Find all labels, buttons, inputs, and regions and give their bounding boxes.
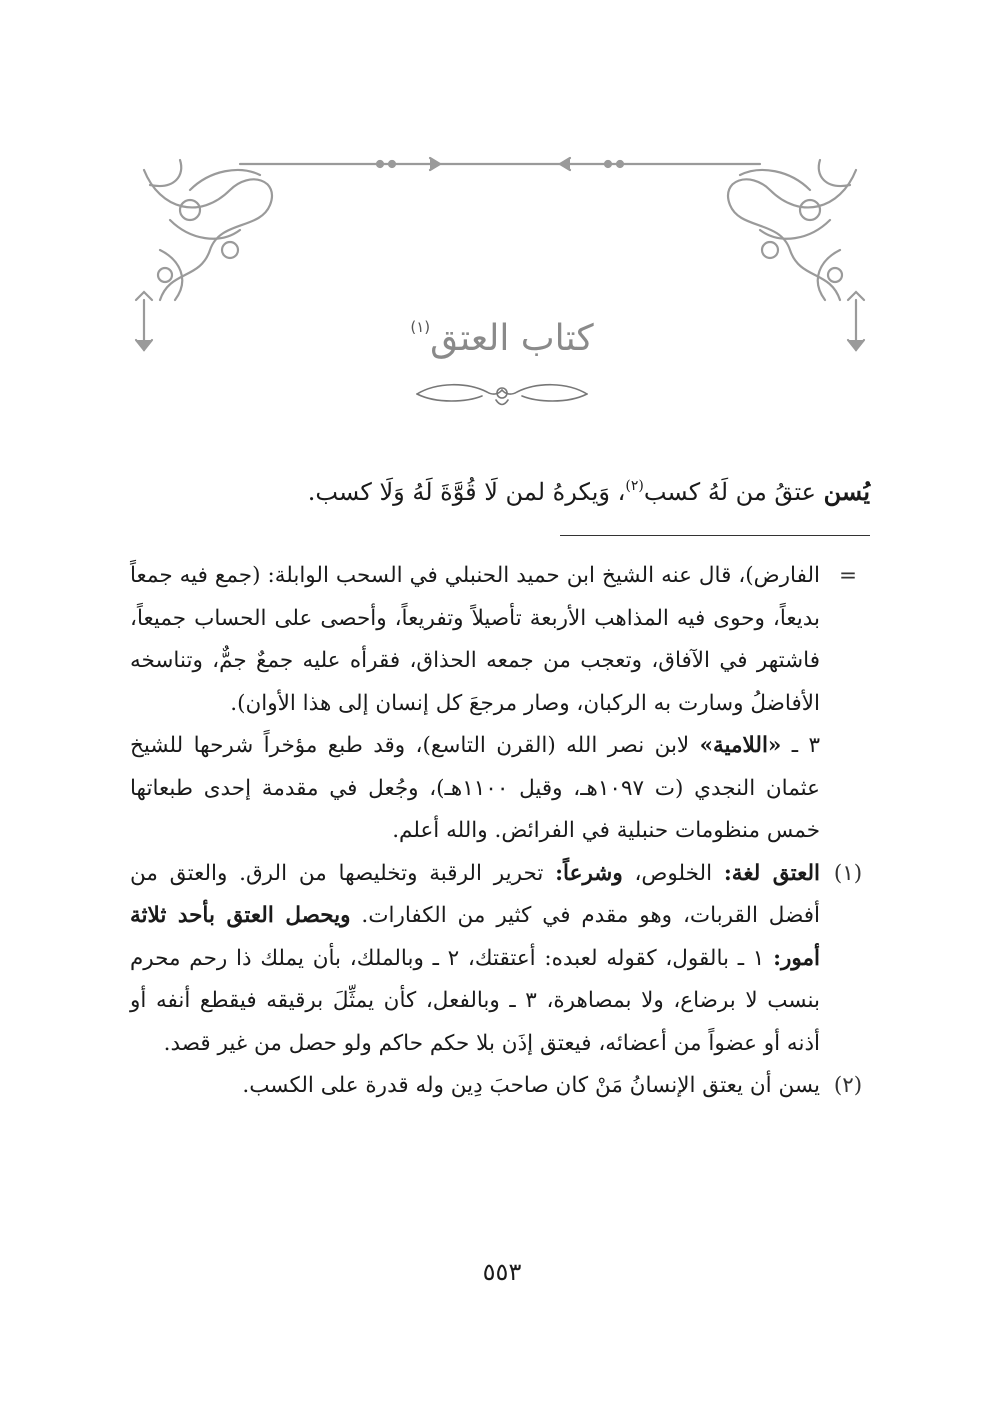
chapter-title-footnote-ref: (١): [410, 318, 431, 336]
footnote-1-text2: تحرير الرقبة وتخليصها من الرق. والعتق من أفضل القربات، وهو مقدم في كثير من الكفارات.: [130, 860, 820, 928]
main-text-part2: ، وَيكرهُ لمن لَا قُوَّةَ لَهُ وَلَا كسب.: [307, 478, 626, 506]
item3-number: ٣ ـ: [781, 733, 821, 758]
footnote-item-3: [130, 725, 870, 853]
footnote-1-bold1: العتق لغة:: [723, 860, 821, 886]
main-text: [140, 466, 870, 512]
chapter-title: [0, 318, 1004, 359]
main-lead-word: يُسن: [823, 477, 870, 506]
continuation-text: الفارض)، قال عنه الشيخ ابن حميد الحنبلي في السحب الوابلة: (جمع فيه جمعاً بديعاً، وحوى فيه المذاهب الأربعة تأصيلاً وتفريعاً، وأحصى على الحساب جميعاً، فاشتهر في الآفاق، وتعجب من جمعه الحذاق، فقرأه عليه جمعٌ جمٌّ، وتناسخه الأفاضلُ وسارت به الركبان، وصار مرجعَ كل إنسان إلى هذا الأوان).: [130, 563, 820, 716]
footnote-2: [130, 1065, 870, 1108]
title-ornament: [412, 378, 592, 408]
flourish-icon: [412, 378, 592, 408]
continuation-marker: =: [838, 563, 857, 588]
page-number: ٥٥٣: [482, 1258, 522, 1286]
footnote-1-bold2: وشرعاً:: [555, 860, 623, 886]
footnote-1-bold3: ويحصل العتق بأحد ثلاثة أمور:: [130, 903, 820, 971]
footnote-2-text: يسن أن يعتق الإنسانُ مَنْ كان صاحبَ دِين وله قدرة على الكسب.: [242, 1073, 820, 1098]
footnote-separator: [560, 535, 870, 536]
footnote-continuation: [130, 555, 870, 725]
main-footnote-ref: (٢): [625, 478, 644, 494]
footnote-2-marker: (٢): [833, 1073, 863, 1098]
item3-title: «اللامية»: [699, 733, 782, 758]
footnotes-section: [130, 555, 870, 1108]
footnote-1-marker: (١): [833, 860, 863, 886]
main-text-part1: عتقُ من لَهُ كسب: [643, 478, 824, 506]
footnote-1-text3: ١ ـ بالقول، كقوله لعبده: أعتقتك، ٢ ـ وبالملك، بأن يملك ذا رحم محرم بنسب لا برضاع، ولا بمصاهرة، ٣ ـ وبالفعل، كأن يمثِّلَ برقيقه فيقطع أنفه أو أذنه أو عضواً من أعضائه، فيعتق إذَن بلا حكم حاكم ولو حصل من غير قصد.: [130, 945, 820, 1056]
footnote-1: [130, 853, 870, 1066]
item3-text: لابن نصر الله (القرن التاسع)، وقد طبع مؤخراً شرحها للشيخ عثمان النجدي (ت ١٠٩٧هـ، وقيل ١١٠٠هـ)، وجُعل في مقدمة إحدى طبعاتها خمس منظومات حنبلية في الفرائض. والله أعلم.: [130, 733, 820, 843]
chapter-title-text: كتاب العتق: [430, 318, 594, 359]
footnote-1-text1: الخلوص،: [622, 860, 724, 886]
